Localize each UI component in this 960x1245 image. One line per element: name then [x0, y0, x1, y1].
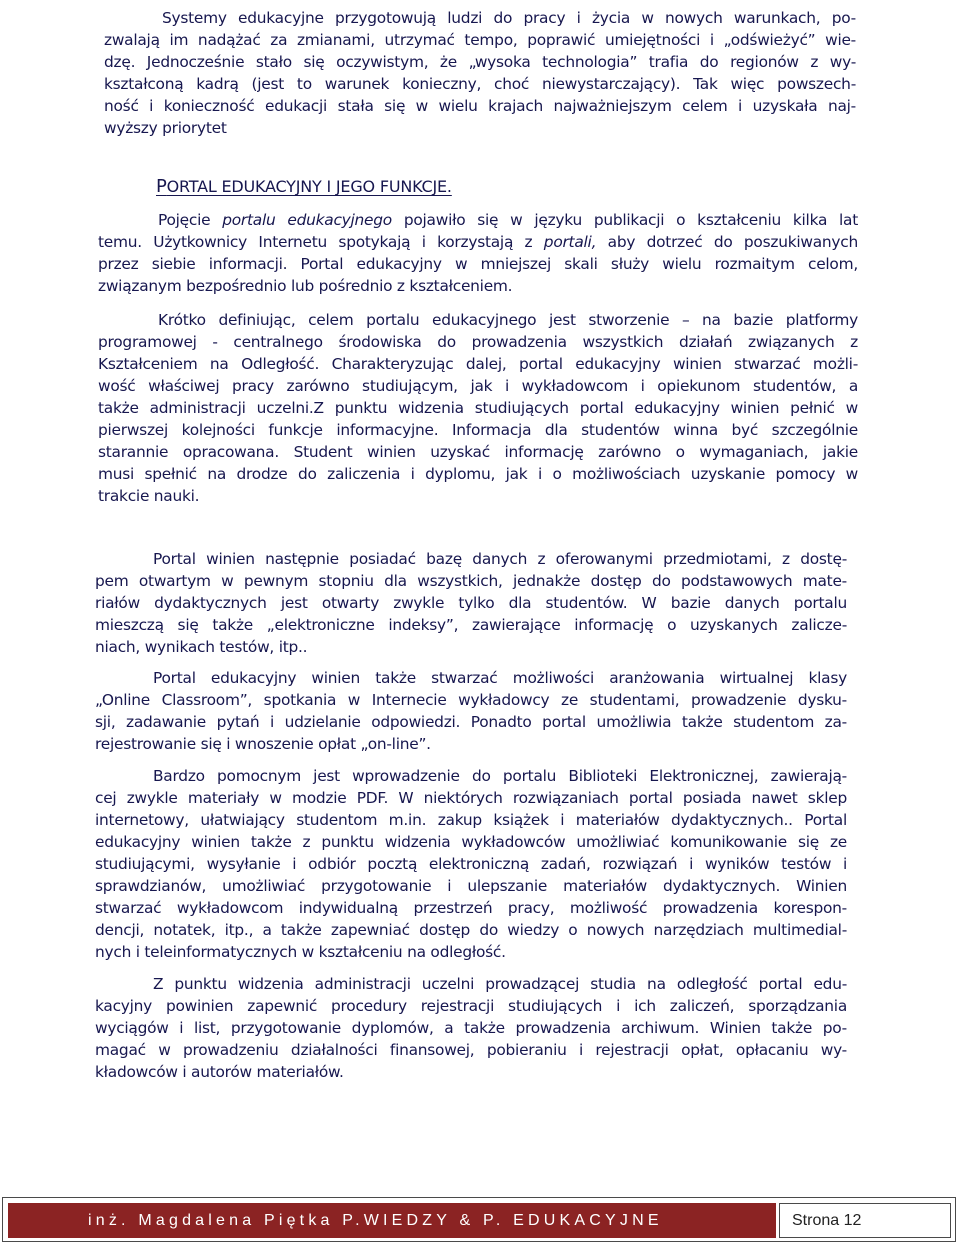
text-line: dzę. Jednocześnie stało się oczywistym, że „wysoka technologia” trafia do regionów z wy-: [104, 53, 856, 71]
text-line: kładowców i autorów materiałów.: [95, 1063, 344, 1081]
text-line: wyciągów i list, przygotowanie dyplomów, a także prowadzenia archiwum. Winien także po-: [95, 1019, 847, 1037]
text-line: temu. Użytkownicy Internetu spotykają i korzystają z portali, aby dotrzeć do poszukiwanych: [98, 233, 858, 251]
paragraph-portal-goal: [98, 309, 858, 507]
text-line: musi spełnić na drodze do zaliczenia i dyplomu, jak i o możliwościach uzyskanie pomocy w: [98, 465, 858, 483]
paragraph-portal-definition: [98, 209, 858, 297]
heading-initial: P: [156, 176, 167, 197]
text-line: sprawdzianów, umożliwiać przygotowanie i ulepszanie materiałów dydaktycznych. Winien: [95, 877, 847, 895]
footer-running-title-bar: [8, 1203, 776, 1238]
text-line: Kształceniem na Odległość. Charakteryzując dalej, portal edukacyjny winien stwarzać możli-: [98, 355, 858, 373]
text-line: sji, zadawanie pytań i udzielanie odpowiedzi. Ponadto portal umożliwia także studentom za-: [95, 713, 847, 731]
text-line: ność i konieczność edukacji stała się w wielu krajach najważniejszym celem i uzyskała naj-: [104, 97, 856, 115]
text-line: wyższy priorytet: [104, 119, 227, 137]
text-line: Bardzo pomocnym jest wprowadzenie do portalu Biblioteki Elektronicznej, zawierają-: [153, 767, 847, 785]
paragraph-virtual-classroom: [95, 667, 847, 755]
paragraph-administration: [95, 973, 847, 1083]
text-line: trakcie nauki.: [98, 487, 200, 505]
text-line: także administracji uczelni.Z punktu widzenia studiujących portal edukacyjny winien pełnić w: [98, 399, 858, 417]
text-line: Z punktu widzenia administracji uczelni prowadzącej studia na odległość portal edu-: [153, 975, 847, 993]
intro-paragraph: [104, 7, 856, 139]
text-line: Portal edukacyjny winien także stwarzać możliwości aranżowania wirtualnej klasy: [153, 669, 847, 687]
text-line: przez siebie informacji. Portal edukacyjny w mniejszej skali służy wielu rozmaitym celom,: [98, 255, 858, 273]
text-line: „Online Classroom”, spotkania w Internecie wykładowcy ze studentami, prowadzenie dysku-: [95, 691, 847, 709]
text-line: dencji, notatek, itp., a także zapewniać dostęp do wiedzy o nowych narzędziach multimedial-: [95, 921, 847, 939]
text-line: zwalają im nadążać za zmianami, utrzymać tempo, poprawić umiejętności i „odświeżyć” wie-: [104, 31, 856, 49]
text-line: riałów dydaktycznych jest otwarty zwykle tylko dla studentów. W bazie danych portalu: [95, 594, 847, 612]
text-line: kacyjny powinien zapewnić procedury rejestracji studiujących i ich zaliczeń, sporządzania: [95, 997, 847, 1015]
text-line: Portal winien następnie posiadać bazę danych z oferowanymi przedmiotami, z dostę-: [153, 550, 847, 568]
text-line: pem otwartym w pewnym stopniu dla wszystkich, jednakże dostęp do podstawowych mate-: [95, 572, 847, 590]
text-line: kształconą kadrą (jest to warunek konieczny, choć niewystarczający). Tak więc powszech-: [104, 75, 856, 93]
text-line: Pojęcie portalu edukacyjnego pojawiło się w języku publikacji o kształceniu kilka lat: [158, 211, 859, 229]
text-line: nych i teleinformatycznych w kształceniu na odległość.: [95, 943, 506, 961]
footer-running-title: inż. Magdalena Piętka P.WIEDZY & P. EDUKACYJNE: [88, 1212, 663, 1229]
emphasis: portalu edukacyjnego: [222, 211, 392, 229]
text-line: studiującymi, wysyłanie i odbiór pocztą elektroniczną zadań, rozwiązań i wyników testów i: [95, 855, 847, 873]
text-line: starannie opracowana. Student winien uzyskać informację zarówno o wymaganiach, jakie: [98, 443, 858, 461]
text-line: programowej - centralnego środowiska do prowadzenia wszystkich działań związanych z: [98, 333, 858, 351]
heading-rest: ORTAL EDUKACYJNY I JEGO FUNKCJE.: [166, 177, 452, 196]
text-line: internetowy, ułatwiający studentom m.in. zakup książek i materiałów dydaktycznych.. Portal: [95, 811, 847, 829]
text-line: pierwszej kolejności funkcje informacyjne. Informacja dla studentów winna być szczególnie: [98, 421, 858, 439]
section-heading: [156, 176, 452, 197]
text-line: Systemy edukacyjne przygotowują ludzi do pracy i życia w nowych warunkach, po-: [162, 9, 856, 27]
text-line: stwarzać wykładowcom indywidualną przestrzeń pracy, możliwość prowadzenia korespon-: [95, 899, 847, 917]
text-line: mieszczą się także „elektroniczne indeksy”, zawierające informację o uzyskanych zalicze-: [95, 616, 847, 634]
text-line: edukacyjny winien także z punktu widzenia wykładowców umożliwiać komunikowanie się ze: [95, 833, 847, 851]
text-line: związanym bezpośrednio lub pośrednio z kształceniem.: [98, 277, 513, 295]
text-line: magać w prowadzeniu działalności finansowej, pobieraniu i rejestracji opłat, opłacaniu wy-: [95, 1041, 847, 1059]
text-line: niach, wynikach testów, itp..: [95, 638, 308, 656]
text-line: cej zwykle materiały w modzie PDF. W niektórych rozwiązaniach portal posiada nawet sklep: [95, 789, 847, 807]
paragraph-database: [95, 548, 847, 658]
text-line: wość właściwej pracy zarówno studiującym, jak i wykładowcom i opiekunom studentów, a: [98, 377, 858, 395]
footer-page-number: Strona 12: [779, 1203, 951, 1238]
paragraph-library: [95, 765, 847, 963]
emphasis: portali,: [543, 233, 597, 251]
text-line: Krótko definiując, celem portalu edukacyjnego jest stworzenie – na bazie platformy: [158, 311, 858, 329]
text-line: rejestrowanie się i wnoszenie opłat „on-line”.: [95, 735, 431, 753]
